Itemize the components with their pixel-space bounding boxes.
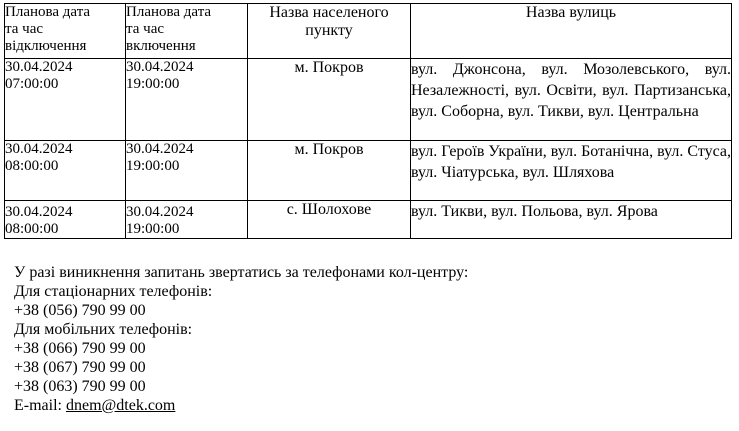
town-cell: м. Покров [248,141,411,201]
town-cell: с. Шолохове [248,201,411,239]
contact-intro: У разі виникнення запитань звертатись за телефонами кол-центру: [14,264,469,281]
outage-schedule-table [4,3,732,239]
header-on-datetime: Планова дата та час включення [126,4,248,59]
header-streets: Назва вулиць [411,4,732,59]
email-link[interactable]: dnem@dtek.com [65,397,176,414]
header-off-datetime: Планова дата та час відключення [5,4,126,59]
streets-cell: вул. Джонсона, вул. Мозолевського, вул. Незалежності, вул. Освіти, вул. Партизанська, вул. Соборна, вул. Тикви, вул. Центральна [411,59,732,141]
streets-cell: вул. Тикви, вул. Польова, вул. Ярова [411,201,732,239]
off-date: 30.04.2024 [5,59,73,75]
table-row [5,141,732,201]
on-date: 30.04.2024 [126,204,194,220]
email-line [14,396,468,415]
on-datetime-cell [126,201,248,239]
contact-info [14,263,468,415]
off-date: 30.04.2024 [5,141,73,157]
off-datetime-cell [5,59,126,141]
off-datetime-cell [5,141,126,201]
mobile-phone: +38 (067) 790 99 00 [14,359,146,376]
off-time: 08:00:00 [5,221,59,237]
mobile-phone: +38 (063) 790 99 00 [14,378,146,395]
mobile-phone: +38 (066) 790 99 00 [14,340,146,357]
table-row [5,59,732,141]
off-datetime-cell [5,201,126,239]
on-time: 19:00:00 [126,221,180,237]
landline-label: Для стаціонарних телефонів: [14,283,213,300]
on-date: 30.04.2024 [126,141,194,157]
mobile-label: Для мобільних телефонів: [14,321,193,338]
town-cell: м. Покров [248,59,411,141]
landline-phone: +38 (056) 790 99 00 [14,302,146,319]
table-row [5,201,732,239]
header-town: Назва населеного пункту [248,4,411,59]
on-time: 19:00:00 [126,158,180,174]
off-date: 30.04.2024 [5,204,73,220]
table-header-row [5,4,732,59]
streets-cell: вул. Героїв України, вул. Ботанічна, вул. Стуса, вул. Чіатурська, вул. Шляхова [411,141,732,201]
on-date: 30.04.2024 [126,59,194,75]
on-datetime-cell [126,59,248,141]
email-label: E-mail: [14,397,66,414]
on-datetime-cell [126,141,248,201]
off-time: 08:00:00 [5,158,59,174]
off-time: 07:00:00 [5,76,59,92]
on-time: 19:00:00 [126,76,180,92]
